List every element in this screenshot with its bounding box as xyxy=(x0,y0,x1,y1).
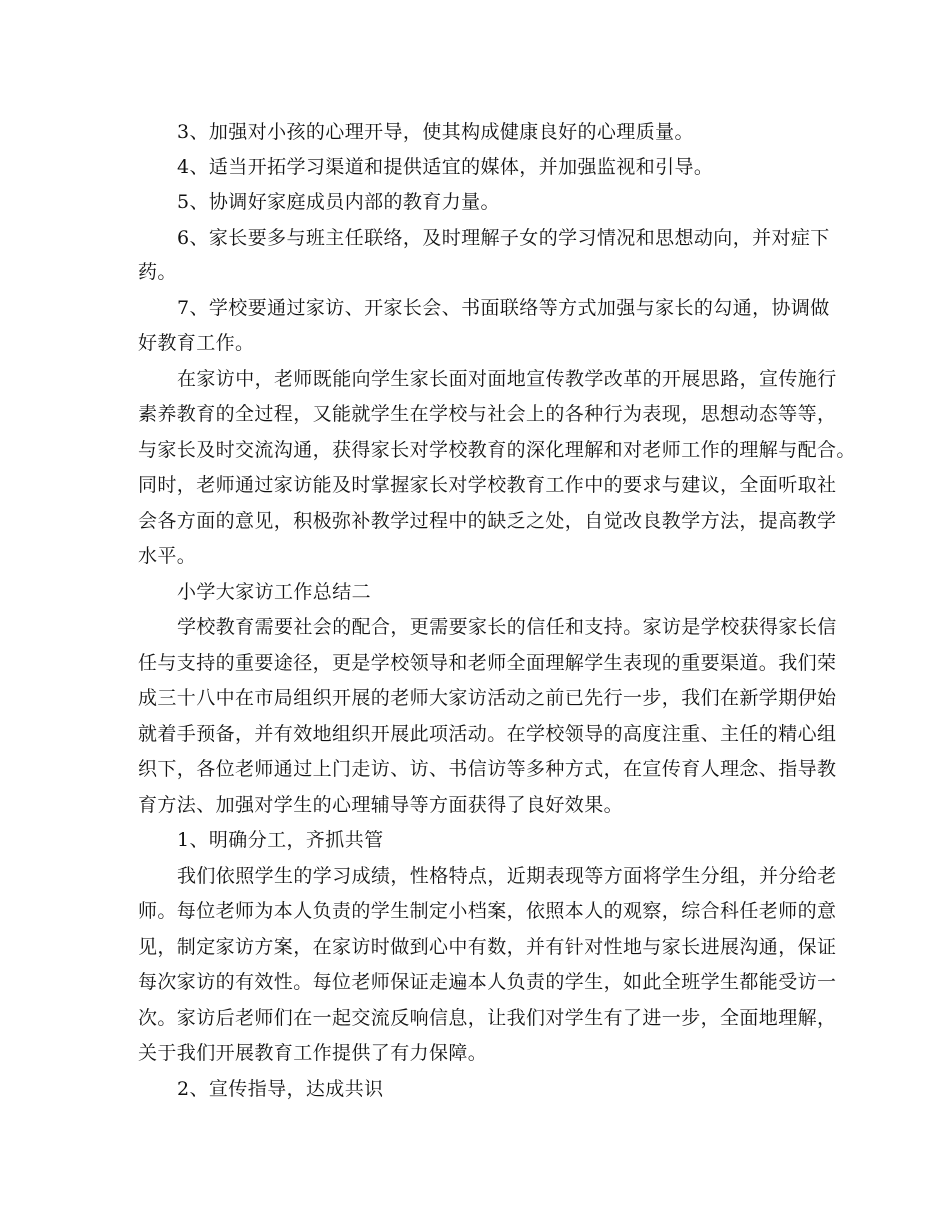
paragraph-line: 关于我们开展教育工作提供了有力保障。 xyxy=(138,1042,488,1064)
paragraph-line: 次。家访后老师们在一起交流反响信息，让我们对学生有了进一步，全面地理解， xyxy=(138,1007,837,1029)
subheading-1: 1、明确分工，齐抓共管 xyxy=(177,829,384,851)
list-item-7: 7、学校要通过家访、开家长会、书面联络等方式加强与家长的勾通，协调做 xyxy=(177,297,830,319)
paragraph-line: 会各方面的意见，积极弥补教学过程中的缺乏之处，自觉改良教学方法，提高教学 xyxy=(138,510,837,532)
list-item-4: 4、适当开拓学习渠道和提供适宜的媒体，并加强监视和引导。 xyxy=(177,156,714,178)
paragraph-line: 织下，各位老师通过上门走访、访、书信访等多种方式，在宣传育人理念、指导教 xyxy=(138,758,837,780)
paragraph-line: 我们依照学生的学习成绩，性格特点，近期表现等方面将学生分组，并分给老 xyxy=(177,865,837,887)
list-item-6: 6、家长要多与班主任联络，及时理解子女的学习情况和思想动向，并对症下 xyxy=(177,227,830,249)
paragraph-line: 任与支持的重要途径，更是学校领导和老师全面理解学生表现的重要渠道。我们荣 xyxy=(138,652,837,674)
list-item-6-continued: 药。 xyxy=(138,261,177,283)
paragraph-line: 同时，老师通过家访能及时掌握家长对学校教育工作中的要求与建议，全面听取社 xyxy=(138,474,837,496)
paragraph-line: 见，制定家访方案，在家访时做到心中有数，并有针对性地与家长进展沟通，保证 xyxy=(138,936,837,958)
paragraph-line: 育方法、加强对学生的心理辅导等方面获得了良好效果。 xyxy=(138,794,624,816)
paragraph-line: 师。每位老师为本人负责的学生制定小档案，依照本人的观察，综合科任老师的意 xyxy=(138,900,837,922)
paragraph-line: 素养教育的全过程，又能就学生在学校与社会上的各种行为表现，思想动态等等， xyxy=(138,403,837,425)
paragraph-line: 就着手预备，并有效地组织开展此项活动。在学校领导的高度注重、主任的精心组 xyxy=(138,723,837,745)
paragraph-line: 水平。 xyxy=(138,545,197,567)
list-item-3: 3、加强对小孩的心理开导，使其构成健康良好的心理质量。 xyxy=(177,121,694,143)
paragraph-line: 与家长及时交流沟通，获得家长对学校教育的深化理解和对老师工作的理解与配合。 xyxy=(138,439,856,461)
paragraph-line: 在家访中，老师既能向学生家长面对面地宣传教学改革的开展思路，宣传施行 xyxy=(177,368,837,390)
section-heading: 小学大家访工作总结二 xyxy=(177,581,372,603)
list-item-5: 5、协调好家庭成员内部的教育力量。 xyxy=(177,191,500,213)
paragraph-line: 成三十八中在市局组织开展的老师大家访活动之前已先行一步，我们在新学期伊始 xyxy=(138,687,837,709)
paragraph-line: 学校教育需要社会的配合，更需要家长的信任和支持。家访是学校获得家长信 xyxy=(177,616,837,638)
paragraph-line: 每次家访的有效性。每位老师保证走遍本人负责的学生，如此全班学生都能受访一 xyxy=(138,971,837,993)
subheading-2: 2、宣传指导，达成共识 xyxy=(177,1078,384,1100)
list-item-7-continued: 好教育工作。 xyxy=(138,332,255,354)
